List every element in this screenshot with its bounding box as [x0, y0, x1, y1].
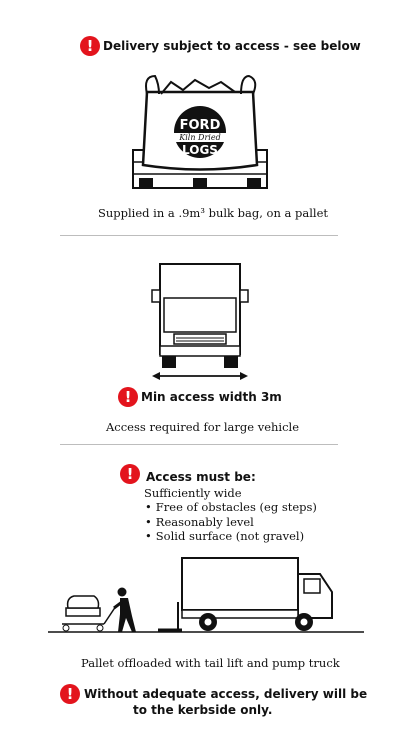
- access-list: [145, 500, 317, 544]
- tail-lift-caption: Pallet offloaded with tail lift and pump truck: [81, 656, 340, 670]
- divider: [60, 235, 338, 236]
- footer-line2: to the kerbside only.: [133, 703, 273, 717]
- alert-icon: !: [118, 387, 138, 407]
- bag-caption: Supplied in a .9m³ bulk bag, on a pallet: [98, 206, 329, 220]
- access-heading: Access must be:: [146, 470, 256, 484]
- access-subheading: Sufficiently wide: [144, 486, 242, 500]
- min-access-text: Min access width 3m: [141, 390, 282, 404]
- alert-icon: !: [60, 684, 80, 704]
- delivery-scene-illustration: [48, 552, 364, 636]
- logo-line1: FORD: [179, 118, 221, 133]
- list-item: • Free of obstacles (eg steps): [145, 500, 317, 515]
- alert-icon: !: [120, 464, 140, 484]
- list-item: • Reasonably level: [145, 515, 317, 530]
- vehicle-caption: Access required for large vehicle: [106, 420, 300, 434]
- divider: [60, 444, 338, 445]
- truck-front-illustration: [150, 262, 250, 382]
- header-text: Delivery subject to access - see below: [103, 39, 361, 53]
- alert-icon: !: [80, 36, 100, 56]
- logo-line2: Kiln Dried: [170, 133, 230, 142]
- logo-line3: LOGS: [182, 143, 218, 157]
- list-item: • Solid surface (not gravel): [145, 529, 317, 544]
- footer-line1: Without adequate access, delivery will be: [84, 687, 368, 701]
